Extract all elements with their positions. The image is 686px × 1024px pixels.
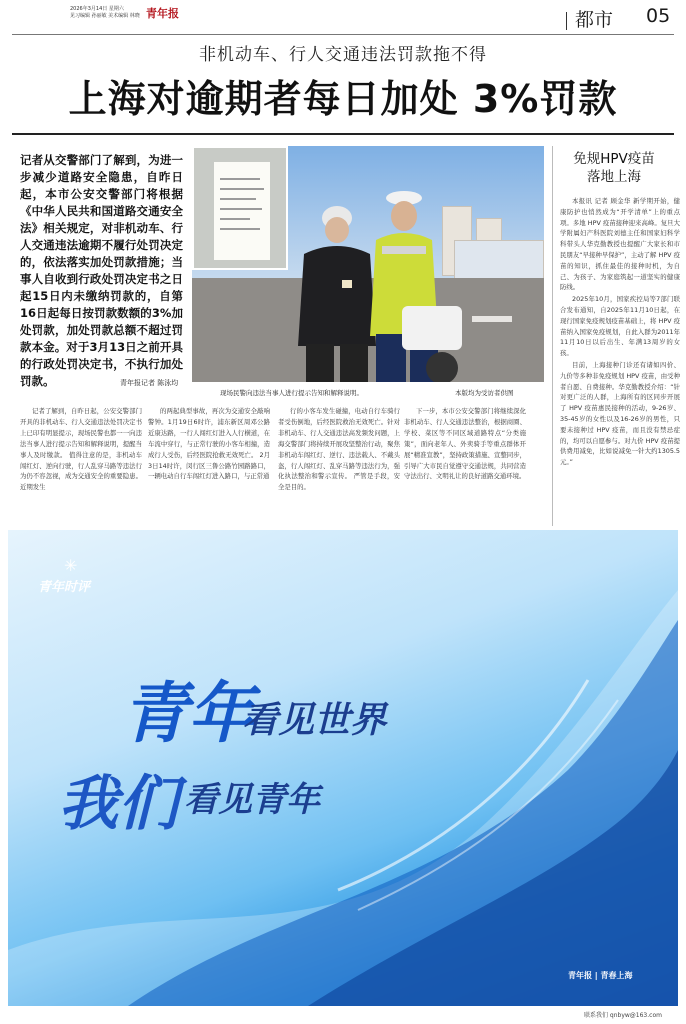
slogan-line1-small: 看见世界 [242, 699, 387, 741]
article-body [20, 406, 544, 520]
ad-footer-brand: 青年报 | 青春上海 [568, 971, 633, 980]
article-column [278, 406, 400, 493]
sidebar-paragraph: 目前，上海接种门诊还有诸如四价、九价等多种非免疫规划 HPV 疫苗，由受种者自愿、自费接种。华克勤教授介绍：“针对更广泛的人群，上海所有的区同步开展了 HPV 疫苗惠民接种的活动，9-26岁、35-45岁的女性以及16-26岁的男性，只要未接种过 HPV 疫苗，而且没有禁忌症的，均可以自愿参与。对九价 HPV 疫苗提供费用减免，比如说减免一针大约1305.5元。” [560, 360, 680, 467]
photo-credit: 本版均为受访者供图 [455, 389, 514, 397]
headline-rule [12, 133, 674, 135]
sidebar-title-line2: 落地上海 [587, 169, 641, 185]
article-kicker: 非机动车、行人交通违法罚款拖不得 [199, 45, 487, 65]
ad-brand: 青年时评 [38, 580, 91, 595]
sidebar-title [552, 150, 676, 186]
news-photo [192, 146, 544, 382]
slogan-line2-big: 我们 [58, 769, 178, 839]
slogan-line1-big: 青年 [122, 674, 254, 752]
youth-advertisement [8, 530, 678, 1006]
masthead-divider [566, 12, 567, 30]
article-column [20, 406, 142, 493]
article-paragraph: 下一步，本市公安交警部门将继续深化非机动车、行人交通违法整治，根据商圈、学校、菜区等不同区域道路特点“分类施策”，面向老年人、外卖骑手等重点群体开展“精准宣教”，坚持政策措施、宣整同步，引导广大市民自觉遵守交通法规，共同营造守法出行、文明礼让的良好道路交通环境。 [404, 407, 526, 481]
ticket-inset-photo [192, 146, 288, 270]
article-paragraph: 的两起典型事故，再次为交通安全敲响警钟。1月19日6时许，浦东新区周邓公路近康达路，一行人闯红灯进入人行横道，在车流中穿行，与正常行驶的小客车相撞，造成行人受伤，后经医院抢救无效死亡。 2月3日14时许，闵行区三鲁公路竹园路路口，一辆电动自行车闯红灯进入路口，与正常通 [148, 407, 270, 481]
sparkle-icon: ✳ [64, 556, 78, 575]
contact-footer: 联系我们 qnbyw@163.com [584, 1012, 662, 1019]
sidebar-body [560, 196, 680, 469]
sidebar-title-line1: 免规HPV疫苗 [573, 151, 655, 167]
article-headline: 上海对逾期者每日加处 3%罚款 [68, 77, 618, 121]
issue-date: 2026年3月14日 星期六 [70, 6, 124, 12]
article-byline: 青年报记者 陈泳均 [120, 379, 179, 387]
top-rule [12, 34, 674, 35]
editor-credits: 见习编辑 孙丽敏 美术编辑 林晓 [70, 13, 140, 19]
slogan-line2-small: 看见青年 [184, 780, 320, 820]
newspaper-logo: 青年报 [146, 7, 179, 20]
article-paragraph: 记者了解到，自昨日起，公安交警部门开具的非机动车、行人交通违法处罚决定书上已印有明显提示，现场民警也都一一向违法当事人进行提示告知和解释说明，提醒当事人及时缴款。 值得注意的是，非机动车闯红灯、逆向行驶，行人乱穿马路等违法行为仍不容忽视，成为交通安全的重要隐患。近期发生 [20, 407, 142, 492]
section-name: 都市 [575, 9, 614, 31]
article-paragraph: 行的小客车发生碰撞，电动自行车骑行者受伤倒地，后经医院救治无效死亡。针对非机动车、行人交通违法高发频发问题，上海交警部门将持续开展攻坚整治行动，聚焦非机动车闯红灯、逆行、违法载人、不戴头盔，行人闯红灯、乱穿马路等违法行为，强化执法整治和警示宣传。 严管是手段，安全是目的。 [278, 407, 400, 492]
article-lead: 记者从交警部门了解到，为进一步减少道路安全隐患，自昨日起，本市公安交警部门将根据《中华人民共和国道路交通安全法》相关规定，对非机动车、行人交通违法逾期不履行处罚决定的，依法落实加处罚款措施；当事人自收到行政处罚决定书之日起15日内未缴纳罚款的，自第16日起每日按罚款数额的3%加处罚款，加处罚款总额不超过罚款本金。对于3月13日之前开具的行政处罚决定书，不执行加处罚款。 [20, 153, 183, 388]
sidebar-paragraph: 本报讯 记者 顾金华 新学期开始，健康防护也悄然成为“开学清单”上的重点项。多地 HPV 疫苗接种迎来高峰。复旦大学附属妇产科医院刘德主任和国家妇科学科带头人华克勤教授也提醒广大家长和市民朋友“早接种早保护”，主动了解 HPV 疫苗的知识，抓住最佳的接种时机，为自己、为孩子、为家庭筑起一道坚实的健康防线。 [560, 197, 680, 292]
page-number: 05 [646, 5, 671, 27]
sidebar-divider [552, 146, 553, 526]
photo-caption: 现场民警向违法当事人进行提示告知和解释说明。 [220, 389, 363, 397]
article-column [404, 406, 526, 482]
sidebar-paragraph: 2025年10月，国家疾控局等7部门联合发布通知，自2025年11月10日起，在现行国家免疫规划疫苗基础上，将 HPV 疫苗纳入国家免疫规划，自此入群为2011年11月10日以后出生、年满13周岁的女孩。 [560, 295, 680, 358]
ticket-paper [214, 162, 270, 260]
article-column [148, 406, 270, 482]
masthead [0, 0, 686, 36]
